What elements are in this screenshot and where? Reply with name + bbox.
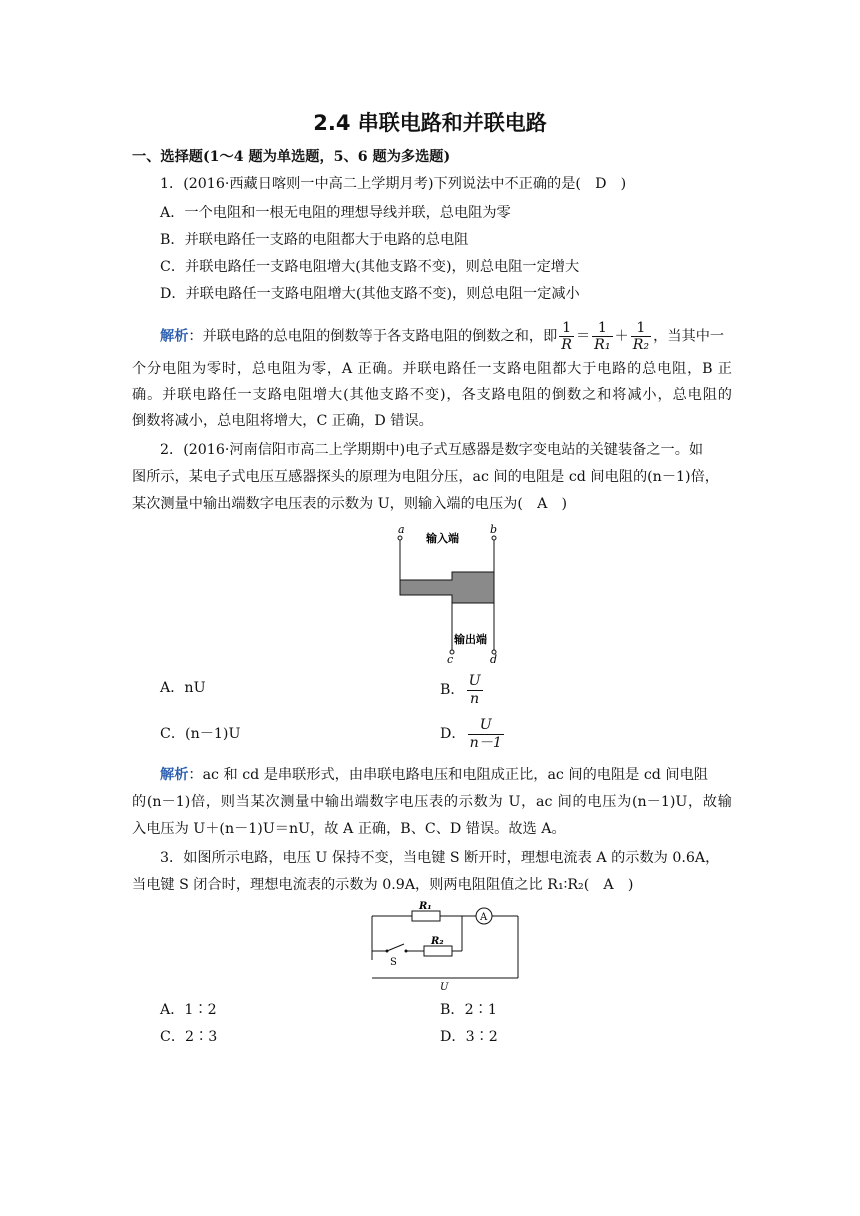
q3-stem-line-2: 当电键 S 闭合时，理想电流表的示数为 0.9A，则两电阻阻值之比 R₁∶R₂( A ) [132, 877, 634, 893]
terminal-b [492, 536, 496, 540]
voltage-transformer-diagram [390, 524, 505, 664]
q3-option-d: D．3∶2 [440, 1029, 498, 1045]
q2-stem-line-3: 某次测量中输出端数字电压表的示数为 U，则输入端的电压为( A ) [132, 496, 568, 512]
q1-analysis-line-3: 确。并联电路任一支路电阻增大(其他支路不变)，各支路电阻的倒数之和将减小，总电阻的 [132, 387, 732, 403]
q1-option-b: B．并联电路任一支路的电阻都大于电路的总电阻 [160, 232, 469, 248]
q1-stem: 1．(2016·西藏日喀则一中高二上学期月考)下列说法中不正确的是( D ) [160, 176, 627, 192]
q1-analysis-text: ：并联电路的总电阻的倒数等于各支路电阻的倒数之和，即 [188, 328, 558, 345]
q2-option-a: A．nU [160, 680, 206, 696]
q3-option-c: C．2∶3 [160, 1029, 218, 1045]
ammeter-label: A [480, 912, 488, 923]
q2-analysis-line-2: 的(n－1)倍，则当某次测量中输出端数字电压表的示数为 U，ac 间的电压为(n－1)U，故输 [132, 794, 732, 810]
fraction-u-over-n-minus-1: $\frac{U}{n-1}$ [469, 716, 502, 751]
q2-stem-line-2: 图所示，某电子式电压互感器探头的原理为电阻分压，ac 间的电阻是 cd 间电阻的(n－1)倍， [132, 469, 719, 485]
terminal-a-label: a [398, 524, 405, 536]
formula-one-over-r: $\frac{1}{R}$ [561, 320, 572, 353]
q1-analysis-text-tail: ，当其中一 [653, 328, 725, 345]
voltage-label: U [440, 982, 449, 992]
q2-analysis-line-1: 解析：ac 和 cd 是串联形式，由串联电路电压和电阻成正比，ac 间的电阻是 cd 间电阻 [160, 767, 708, 783]
q1-option-c: C．并联电路任一支路电阻增大(其他支路不变)，则总电阻一定增大 [160, 259, 580, 275]
terminal-d-label: d [490, 653, 498, 664]
circuit-diagram [366, 900, 526, 992]
q1-option-a: A．一个电阻和一根无电阻的理想导线并联，总电阻为零 [160, 205, 511, 221]
q2-option-c: C．(n－1)U [160, 726, 241, 742]
q2-option-b: B． $\frac{U}{n}$ [440, 672, 481, 707]
q2-stem-line-1: 2．(2016·河南信阳市高二上学期期中)电子式互感器是数字变电站的关键装备之一。如 [160, 442, 704, 458]
switch-label: S [390, 957, 397, 968]
switch-s [387, 944, 404, 951]
q1-option-d: D．并联电路任一支路电阻增大(其他支路不变)，则总电阻一定减小 [160, 286, 580, 302]
formula-one-over-r2: $\frac{1}{\text{R₂}}$ [632, 320, 650, 353]
q3-option-b: B．2∶1 [440, 1002, 497, 1018]
resistor-r1 [412, 911, 440, 921]
q1-analysis-line-4: 倒数将减小，总电阻将增大，C 正确，D 错误。 [132, 413, 433, 429]
q3-stem-line-1: 3．如图所示电路，电压 U 保持不变，当电键 S 断开时，理想电流表 A 的示数为 0.6A， [160, 850, 720, 866]
terminal-a [398, 536, 402, 540]
q2-analysis-label: 解析 [160, 767, 189, 783]
q1-analysis-line-1 [160, 320, 732, 353]
terminal-c-label: c [447, 653, 454, 664]
output-terminal-label: 输出端 [454, 633, 487, 646]
resistor-r2 [424, 946, 452, 956]
q3-option-a: A．1∶2 [160, 1002, 217, 1018]
q2-analysis-line-3: 入电压为 U＋(n－1)U＝nU，故 A 正确，B、C、D 错误。故选 A。 [132, 821, 566, 837]
q2-option-d: D． $\frac{U}{n-1}$ [440, 716, 502, 751]
input-terminal-label: 输入端 [426, 532, 459, 545]
page-title: 2.4 串联电路和并联电路 [313, 111, 547, 135]
resistor-block [400, 572, 494, 603]
r1-label: R₁ [419, 901, 432, 912]
section-heading: 一、选择题(1～4 题为单选题，5、6 题为多选题) [132, 149, 451, 165]
formula-plus: ＋ [614, 328, 629, 345]
q1-analysis-line-2: 个分电阻为零时，总电阻为零，A 正确。并联电路任一支路电阻都大于电路的总电阻，B 正 [132, 361, 732, 377]
formula-equals: ＝ [575, 328, 591, 345]
q1-analysis-label: 解析 [160, 328, 189, 345]
fraction-u-over-n: $\frac{U}{n}$ [468, 672, 481, 707]
terminal-b-label: b [490, 524, 498, 536]
r2-label: R₂ [431, 936, 444, 947]
formula-one-over-r1: $\frac{1}{\text{R₁}}$ [594, 320, 611, 353]
